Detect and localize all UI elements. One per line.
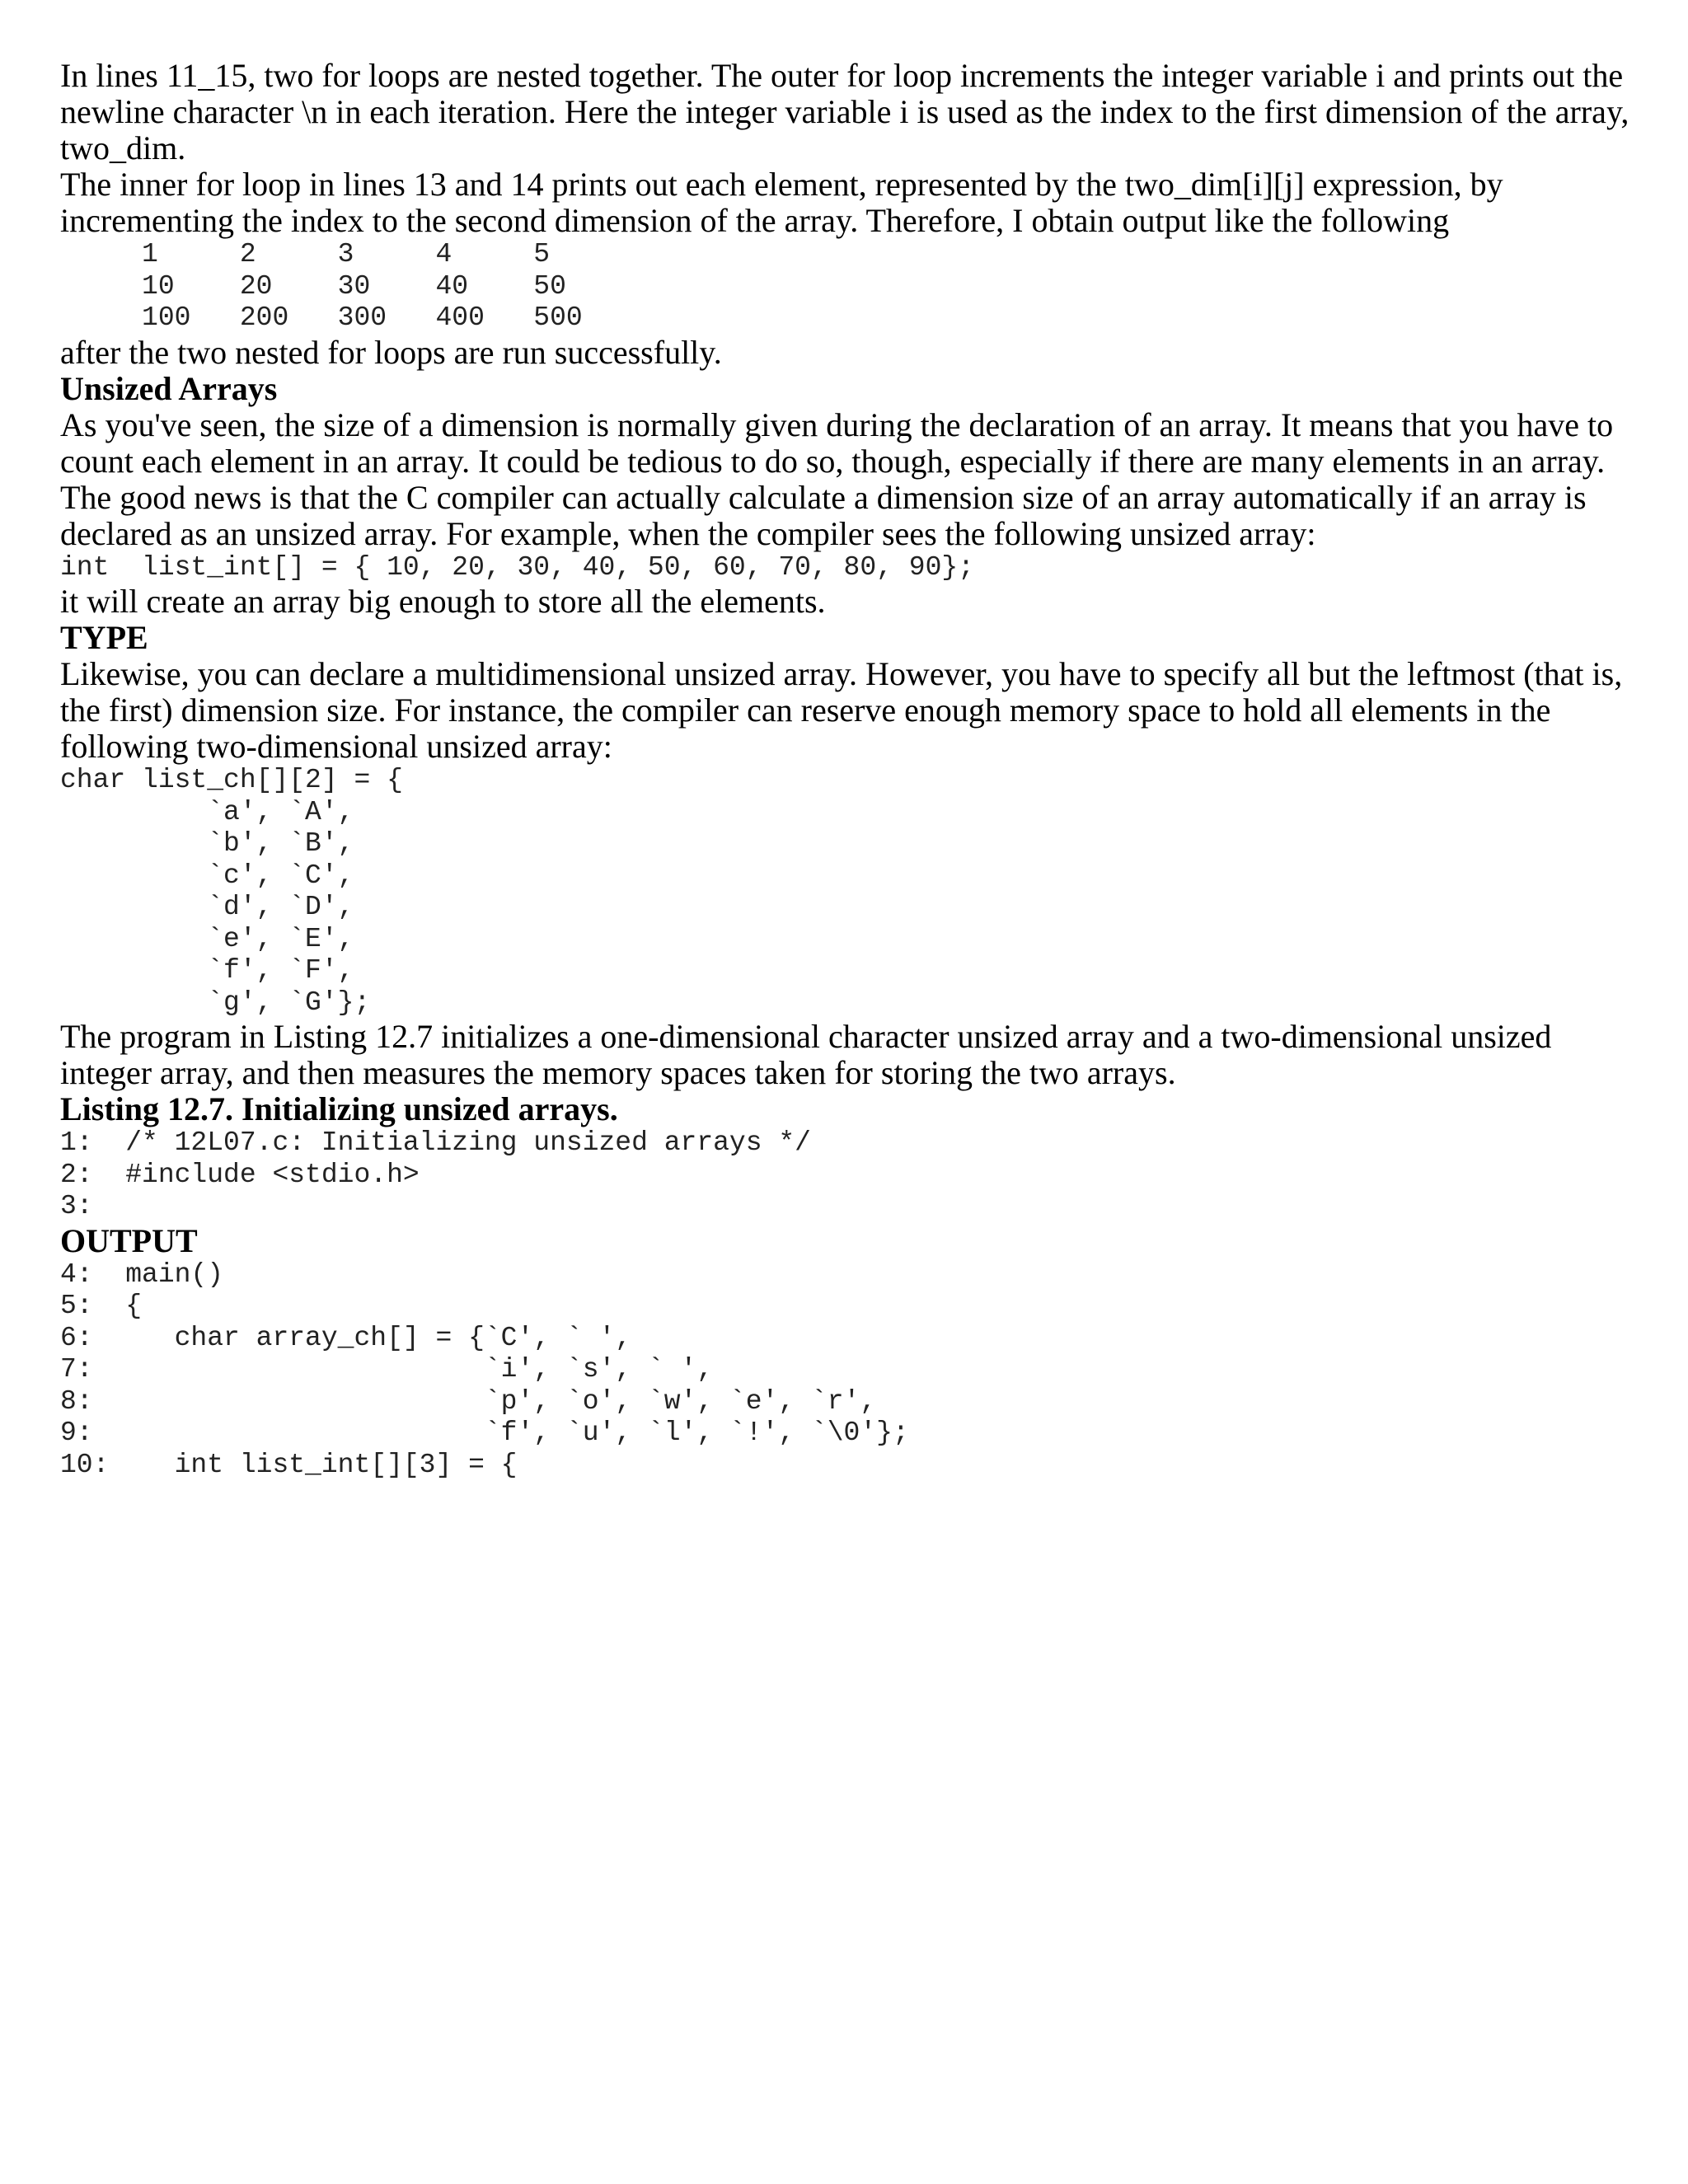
heading-output: OUTPUT bbox=[60, 1221, 198, 1259]
paragraph-inner-loop: The inner for loop in lines 13 and 14 prints out each element, represented by the two_dim[i][j] expression, by incrementing the index to the second dimension of the array. Therefore, I obtain output like the following bbox=[60, 166, 1503, 239]
heading-unsized-arrays: Unsized Arrays bbox=[60, 369, 278, 407]
paragraph-multidimensional: Likewise, you can declare a multidimensional unsized array. However, you have to specify all but the leftmost (that is, the first) dimension size. For instance, the compiler can reserve enough memory space to hold all elements in the following two-dimensional unsized array: bbox=[60, 655, 1623, 765]
code-output-table: 1 2 3 4 5 10 20 30 40 50 100 200 300 400 500 bbox=[142, 239, 583, 333]
heading-type: TYPE bbox=[60, 619, 148, 656]
paragraph-create-array: it will create an array big enough to store all the elements. bbox=[60, 583, 826, 620]
document-page bbox=[60, 58, 1643, 1481]
code-listing-part-2: 4: main() 5: { 6: char array_ch[] = {`C', ` ', 7: `i', `s', ` ', 8: `p', `o', `w', `e', `r', 9: `f', `u', `l', `!', `\0'}; 10: int list_int[][3] = { bbox=[60, 1258, 909, 1480]
code-listing-part-1: 1: /* 12L07.c: Initializing unsized arrays */ 2: #include <stdio.h> 3: bbox=[60, 1127, 811, 1221]
code-list-ch-declaration: char list_ch[][2] = { `a', `A', `b', `B', `c', `C', `d', `D', `e', `E', `f', `F', `g', `G'}; bbox=[60, 765, 403, 1018]
paragraph-good-news: The good news is that the C compiler can actually calculate a dimension size of an array automatically if an array is declared as an unsized array. For example, when the compiler sees the following unsized array: bbox=[60, 478, 1587, 552]
paragraph-dimension-size: As you've seen, the size of a dimension is normally given during the declaration of an array. It means that you have to count each element in an array. It could be tedious to do so, though, especially if there are many elements in an array. bbox=[60, 405, 1614, 480]
code-list-int-declaration: int list_int[] = { 10, 20, 30, 40, 50, 60, 70, 80, 90}; bbox=[60, 551, 974, 583]
paragraph-listing-intro: The program in Listing 12.7 initializes a one-dimensional character unsized array and a two-dimensional unsized integer array, and then measures the memory spaces taken for storing the two arrays. bbox=[60, 1018, 1552, 1091]
paragraph-nested-loops: In lines 11_15, two for loops are nested together. The outer for loop increments the integer variable i and prints out the newline character \n in each iteration. Here the integer variable i is used as the index to the first dimension of the array, two_dim. bbox=[60, 57, 1629, 166]
paragraph-after-loops: after the two nested for loops are run successfully. bbox=[60, 333, 722, 371]
listing-caption: Listing 12.7. Initializing unsized arrays. bbox=[60, 1090, 618, 1127]
